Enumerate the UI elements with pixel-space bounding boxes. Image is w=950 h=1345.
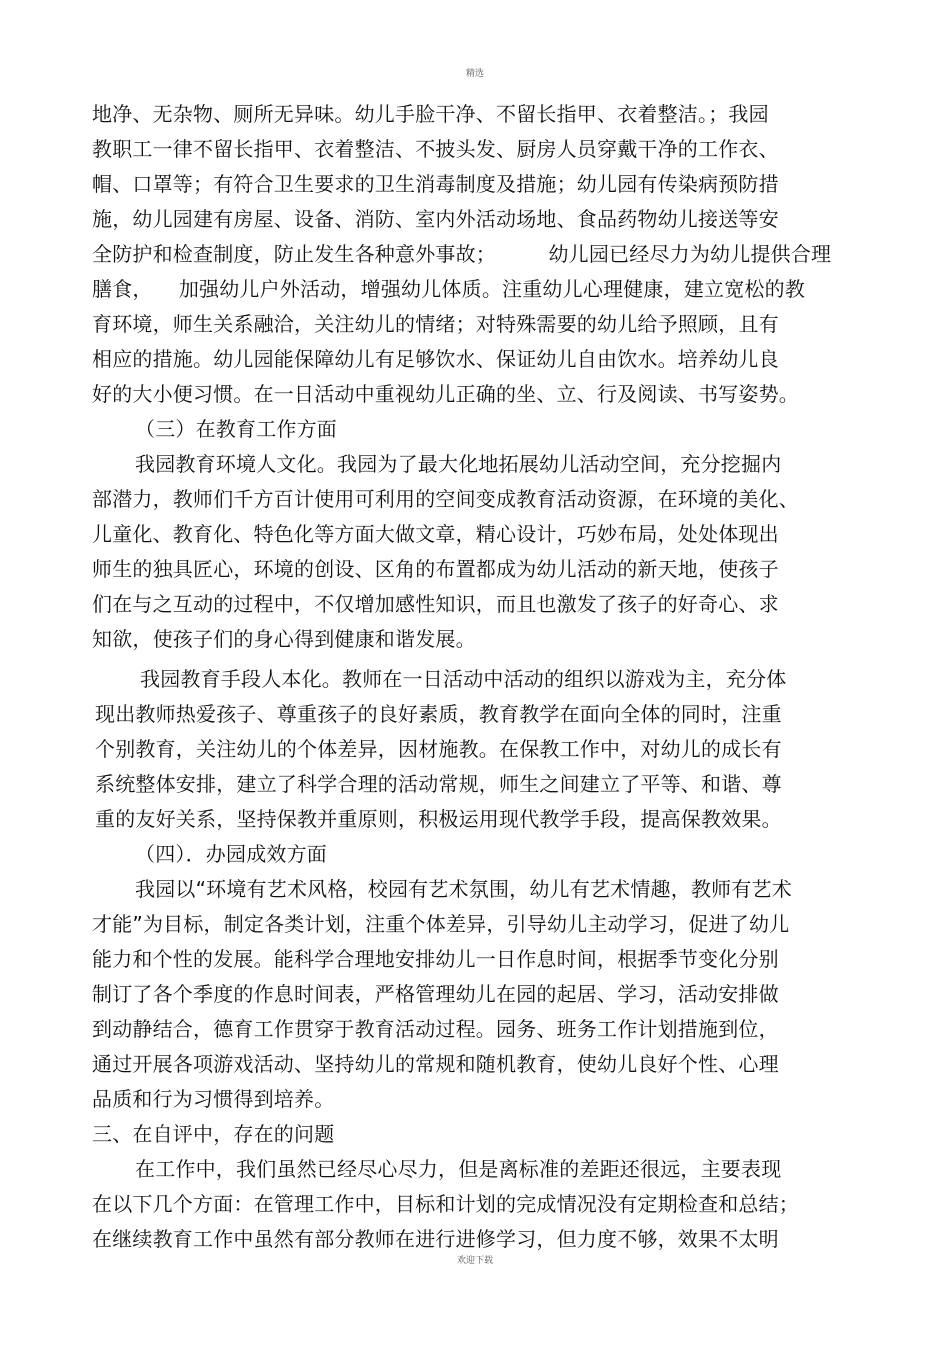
text-line: 地净、无杂物、厕所无异味。幼儿手脸干净、不留长指甲、衣着整洁。；我园 — [92, 102, 769, 126]
text-line: 系统整体安排，建立了科学合理的活动常规，师生之间建立了平等、和谐、尊 — [95, 772, 782, 796]
text-line: 品质和行为习惯得到培养。 — [92, 1087, 335, 1111]
text-line: 施，幼儿园建有房屋、设备、消防、室内外活动场地、食品药物幼儿接送等安 — [92, 207, 779, 231]
text-line: 重的友好关系，坚持保教并重原则，积极运用现代教学手段，提高保教效果。 — [95, 807, 782, 831]
text-line: 制订了各个季度的作息时间表，严格管理幼儿在园的起居、学习，活动安排做 — [92, 982, 779, 1006]
paragraph-first-line: 我园以“环境有艺术风格，校园有艺术氛围，幼儿有艺术情趣，教师有艺术 — [135, 877, 792, 901]
text-line: 能力和个性的发展。能科学合理地安排幼儿一日作息时间，根据季节变化分别 — [92, 947, 779, 971]
text-line: 儿童化、教育化、特色化等方面大做文章，精心设计，巧妙布局，处处体现出 — [92, 522, 779, 546]
text-line: 育环境，师生关系融洽，关注幼儿的情绪；对特殊需要的幼儿给予照顾，且有 — [92, 312, 779, 336]
text-line: 师生的独具匠心，环境的创设、区角的布置都成为幼儿活动的新天地，使孩子 — [92, 557, 779, 581]
text-line: 个别教育，关注幼儿的个体差异，因材施教。在保教工作中，对幼儿的成长有 — [95, 737, 782, 761]
paragraph-first-line: 我园教育手段人本化。教师在一日活动中活动的组织以游戏为主，充分体 — [140, 667, 787, 691]
paragraph-first-line: 我园教育环境人文化。我园为了最大化地拓展幼儿活动空间，充分挖掘内 — [135, 452, 782, 476]
text-line: 膳食， 加强幼儿户外活动，增强幼儿体质。注重幼儿心理健康，建立宽松的教 — [92, 277, 806, 301]
text-line: 到动静结合，德育工作贯穿于教育活动过程。园务、班务工作计划措施到位， — [92, 1017, 779, 1041]
text-line: 教职工一律不留长指甲、衣着整洁、不披头发、厨房人员穿戴干净的工作衣、 — [92, 137, 779, 161]
paragraph-first-line: 在工作中，我们虽然已经尽心尽力，但是离标准的差距还很远，主要表现 — [135, 1157, 782, 1181]
text-line: 通过开展各项游戏活动、坚持幼儿的常规和随机教育，使幼儿良好个性、心理 — [92, 1052, 779, 1076]
text-line: 部潜力，教师们千方百计使用可利用的空间变成教育活动资源，在环境的美化、 — [92, 487, 799, 511]
text-line: 在以下几个方面：在管理工作中，目标和计划的完成情况没有定期检查和总结； — [92, 1192, 799, 1216]
text-line: 才能”为目标，制定各类计划，注重个体差异，引导幼儿主动学习，促进了幼儿 — [92, 912, 790, 936]
page-footer: 欢迎下载 — [456, 1256, 493, 1266]
section-heading: 三、在自评中，存在的问题 — [92, 1122, 335, 1146]
text-line: 相应的措施。幼儿园能保障幼儿有足够饮水、保证幼儿自由饮水。培养幼儿良 — [92, 347, 779, 371]
text-line: 帽、口罩等；有符合卫生要求的卫生消毒制度及措施；幼儿园有传染病预防措 — [92, 172, 779, 196]
text-line: 好的大小便习惯。在一日活动中重视幼儿正确的坐、立、行及阅读、书写姿势。 — [92, 382, 799, 406]
text-line: 全防护和检查制度，防止发生各种意外事故； 幼儿园已经尽力为幼儿提供合理 — [92, 242, 832, 266]
text-line: 在继续教育工作中虽然有部分教师在进行进修学习，但力度不够，效果不太明 — [92, 1227, 779, 1251]
text-line: 知欲，使孩子们的身心得到健康和谐发展。 — [92, 627, 476, 651]
section-heading: （三）在教育工作方面 — [135, 417, 337, 441]
text-line: 们在与之互动的过程中，不仅增加感性知识，而且也激发了孩子的好奇心、求 — [92, 592, 779, 616]
page-header: 精选 — [465, 69, 484, 79]
text-line: 现出教师热爱孩子、尊重孩子的良好素质，教育教学在面向全体的同时，注重 — [95, 702, 782, 726]
section-heading: （四）．办园成效方面 — [135, 842, 327, 866]
